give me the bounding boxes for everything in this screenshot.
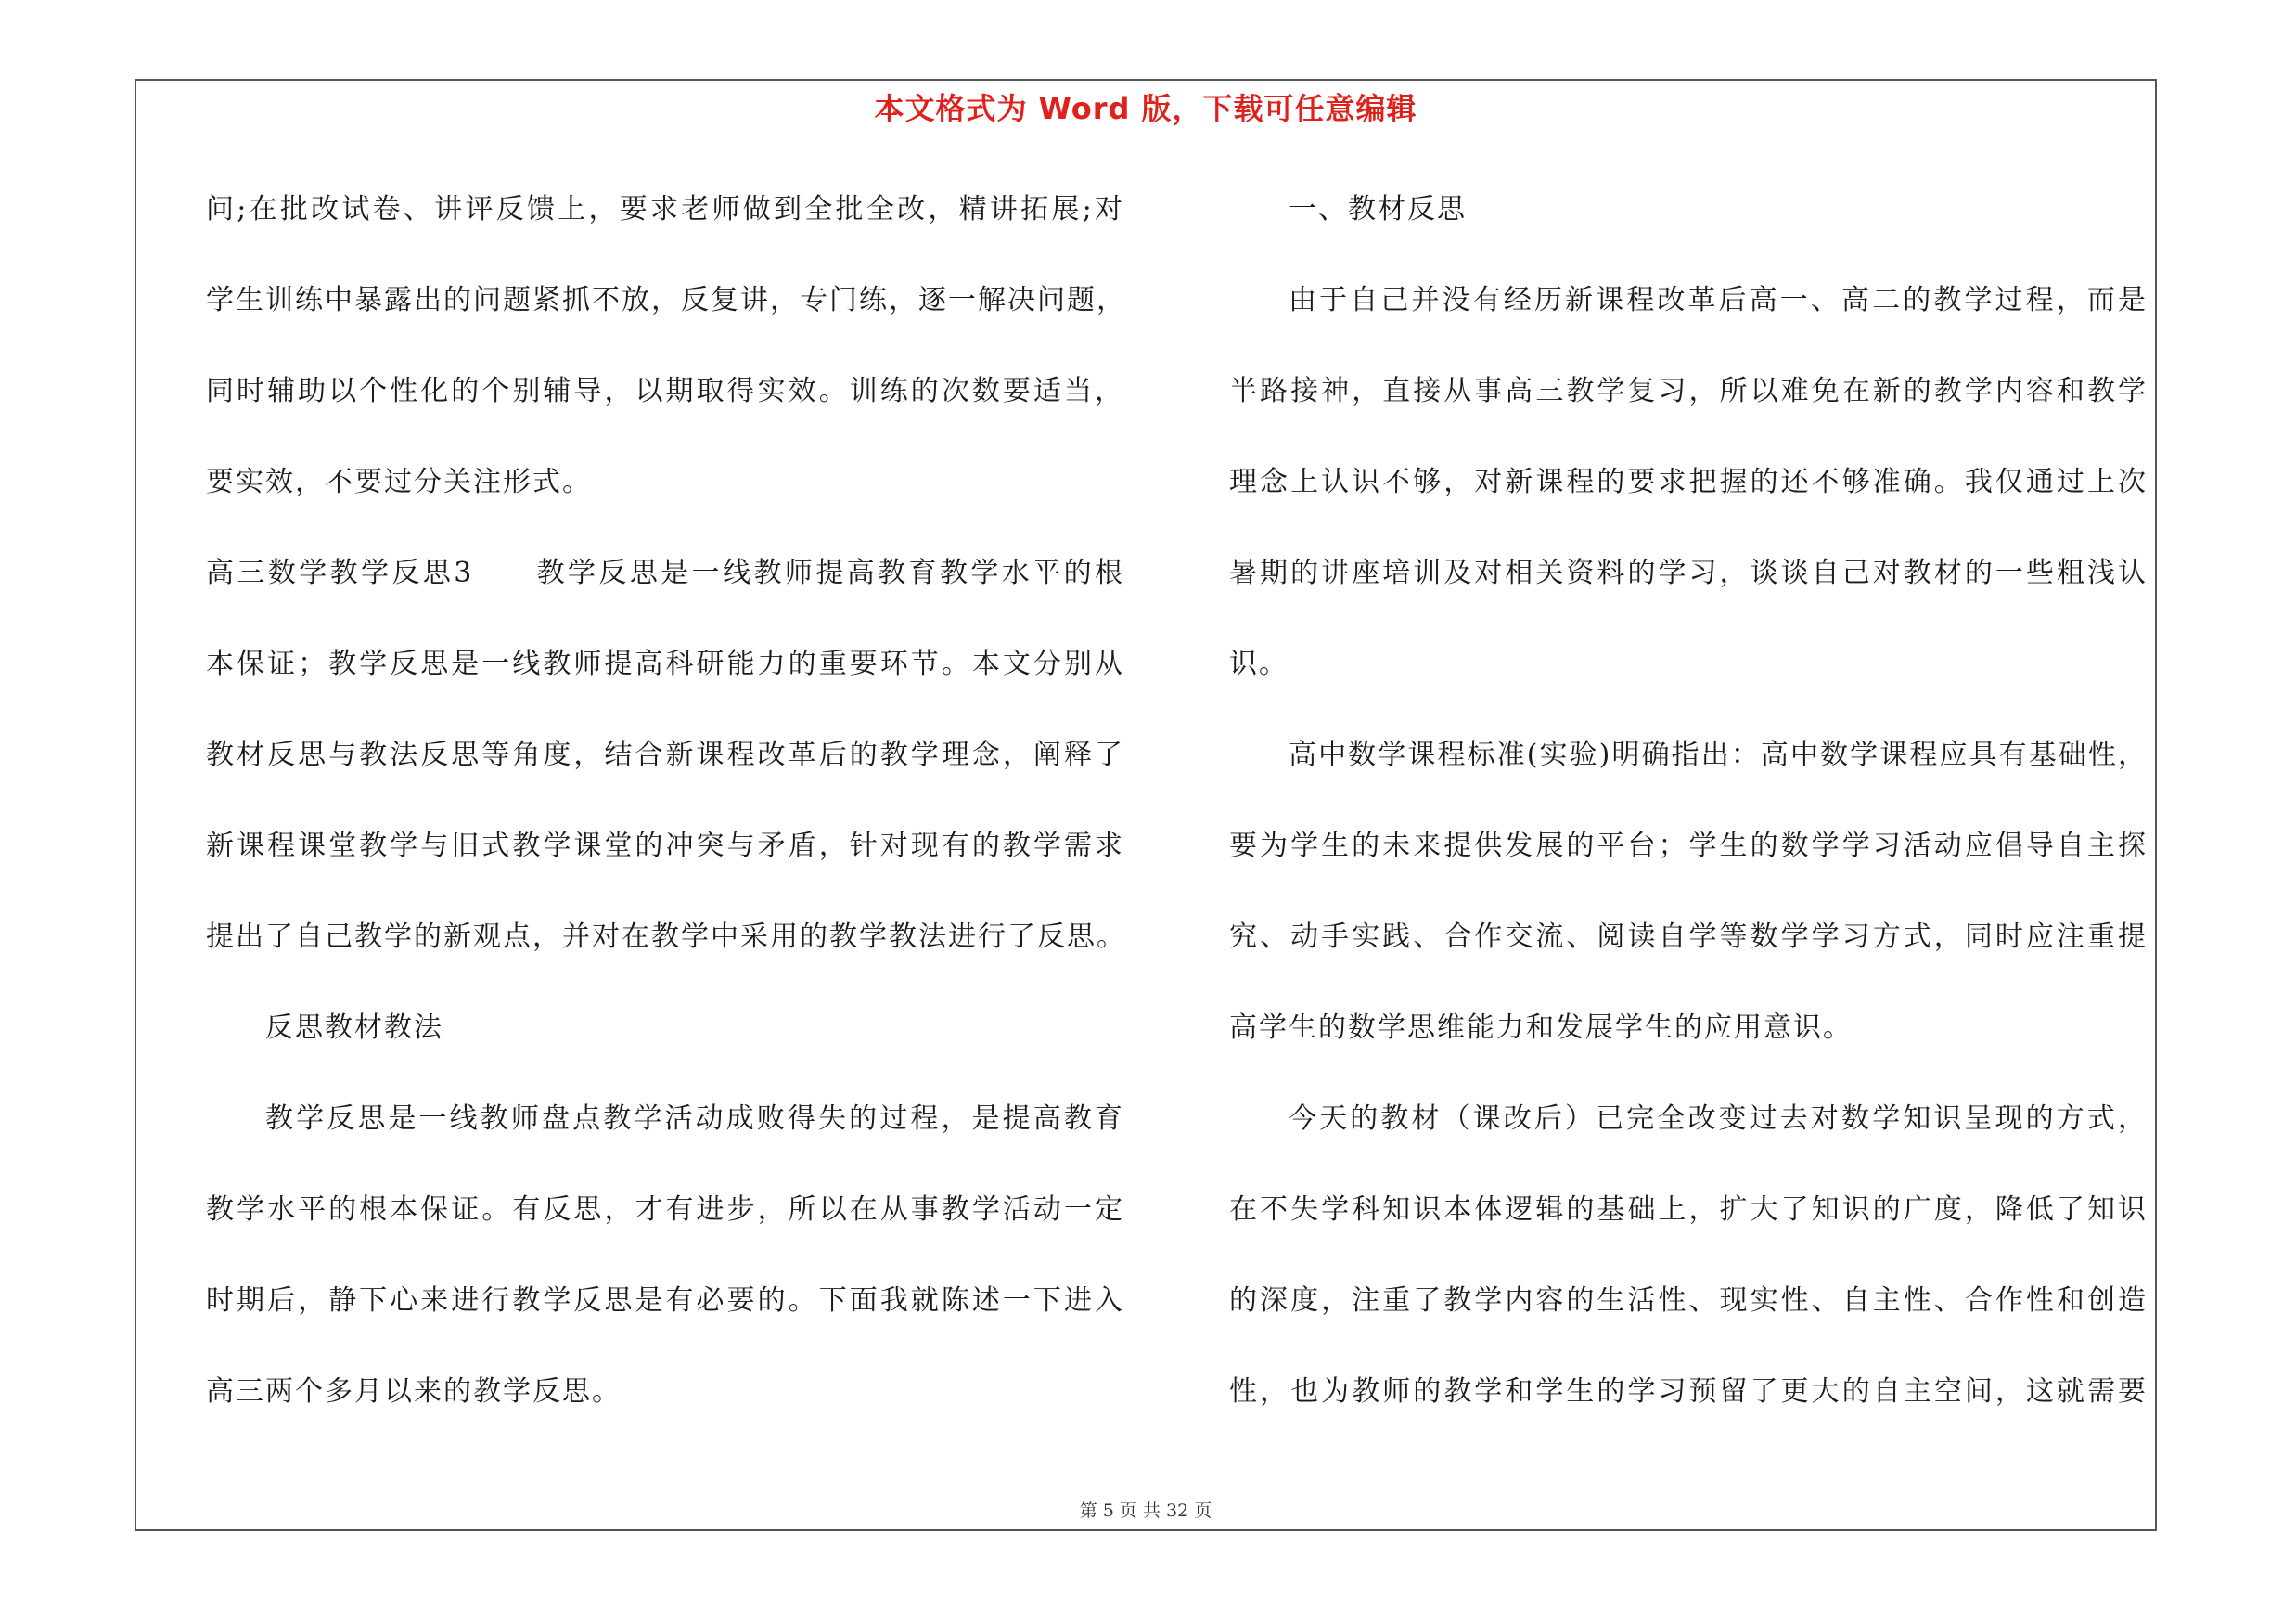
text-line: 理念上认识不够，对新课程的要求把握的还不够准确。我仅通过上次 (1229, 466, 2148, 498)
header-banner: 本文格式为 Word 版，下载可任意编辑 (874, 91, 1417, 126)
page-number-footer: 第 5 页 共 32 页 (1079, 1501, 1212, 1521)
text-line: 要为学生的未来提供发展的平台；学生的数学学习活动应倡导自主探 (1229, 830, 2148, 862)
right-column (1229, 181, 2148, 1454)
text-line: 在不失学科知识本体逻辑的基础上，扩大了知识的广度，降低了知识 (1229, 1193, 2148, 1226)
text-line: 提出了自己教学的新观点，并对在教学中采用的教学教法进行了反思。 (206, 921, 1126, 953)
text-line: 高三两个多月以来的教学反思。 (206, 1375, 622, 1408)
text-line: 学生训练中暴露出的问题紧抓不放，反复讲，专门练，逐一解决问题， (206, 284, 1126, 316)
text-line: 问;在批改试卷、讲评反馈上，要求老师做到全批全改，精讲拓展;对 (206, 193, 1124, 225)
subheading: 反思教材教法 (265, 1011, 443, 1044)
text-line: 教材反思与教法反思等角度，结合新课程改革后的教学理念，阐释了 (206, 739, 1124, 771)
section-heading-line: 高三数学教学反思3 教学反思是一线教师提高教育教学水平的根 (206, 557, 1124, 589)
text-line: 半路接神，直接从事高三教学复习，所以难免在新的教学内容和教学 (1229, 375, 2148, 407)
text-line: 新课程课堂教学与旧式教学课堂的冲突与矛盾，针对现有的教学需求 (206, 830, 1124, 862)
text-line: 暑期的讲座培训及对相关资料的学习，谈谈自己对教材的一些粗浅认 (1229, 557, 2148, 589)
left-column (206, 181, 1124, 1454)
text-line: 高中数学课程标准(实验)明确指出：高中数学课程应具有基础性， (1289, 739, 2148, 771)
text-line: 性，也为教师的教学和学生的学习预留了更大的自主空间，这就需要 (1229, 1375, 2148, 1408)
text-line: 识。 (1229, 648, 1289, 680)
text-line: 究、动手实践、合作交流、阅读自学等数学学习方式，同时应注重提 (1229, 921, 2148, 953)
text-line: 时期后，静下心来进行教学反思是有必要的。下面我就陈述一下进入 (206, 1284, 1124, 1317)
text-line: 的深度，注重了教学内容的生活性、现实性、自主性、合作性和创造 (1229, 1284, 2148, 1317)
text-line: 教学反思是一线教师盘点教学活动成败得失的过程，是提高教育 (265, 1102, 1124, 1135)
text-line: 由于自己并没有经历新课程改革后高一、高二的教学过程，而是 (1289, 284, 2148, 316)
text-line: 本保证；教学反思是一线教师提高科研能力的重要环节。本文分别从 (206, 648, 1124, 680)
text-line: 高学生的数学思维能力和发展学生的应用意识。 (1229, 1011, 1853, 1044)
text-line: 同时辅助以个性化的个别辅导，以期取得实效。训练的次数要适当， (206, 375, 1124, 407)
text-line: 要实效，不要过分关注形式。 (206, 466, 592, 498)
subheading: 一、教材反思 (1289, 193, 1467, 225)
text-line: 教学水平的根本保证。有反思，才有进步，所以在从事教学活动一定 (206, 1193, 1124, 1226)
text-line: 今天的教材（课改后）已完全改变过去对数学知识呈现的方式， (1289, 1102, 2148, 1135)
